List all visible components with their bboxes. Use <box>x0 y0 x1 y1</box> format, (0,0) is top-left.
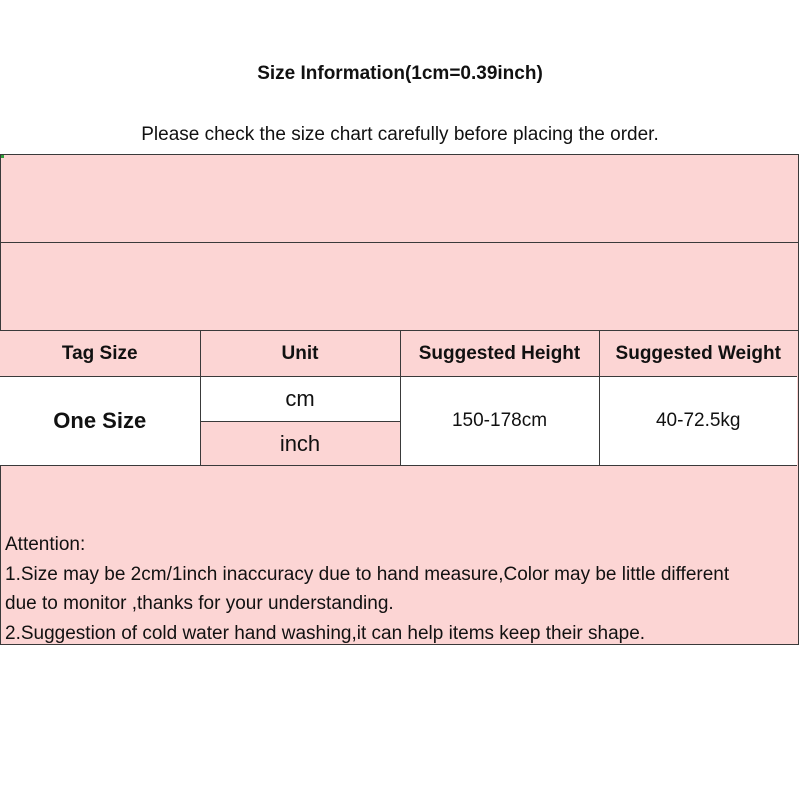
unit-inch: inch <box>200 422 400 466</box>
weight-value: 40-72.5kg <box>599 377 797 466</box>
unit-cm: cm <box>200 377 400 422</box>
header-tag-size: Tag Size <box>0 331 200 377</box>
tag-size-value: One Size <box>0 377 200 466</box>
attention-line: 1.Size may be 2cm/1inch inaccuracy due to hand measure,Color may be little different <box>5 563 730 585</box>
attention-heading: Attention: <box>5 534 86 555</box>
header-suggested-height: Suggested Height <box>400 331 599 377</box>
order-notice: Please check the size chart carefully before placing the order. <box>141 124 659 145</box>
attention-line: due to monitor ,thanks for your understanding. <box>5 593 394 614</box>
height-value: 150-178cm <box>400 377 599 466</box>
header-suggested-weight: Suggested Weight <box>599 331 797 377</box>
header-unit: Unit <box>200 331 400 377</box>
size-info-title: Size Information(1cm=0.39inch) <box>257 63 543 84</box>
table-header-row <box>0 331 797 377</box>
table-row <box>0 377 797 422</box>
attention-notes <box>5 530 796 648</box>
attention-line: 2.Suggestion of cold water hand washing,it can help items keep their shape. <box>5 622 646 644</box>
size-table <box>0 330 797 466</box>
